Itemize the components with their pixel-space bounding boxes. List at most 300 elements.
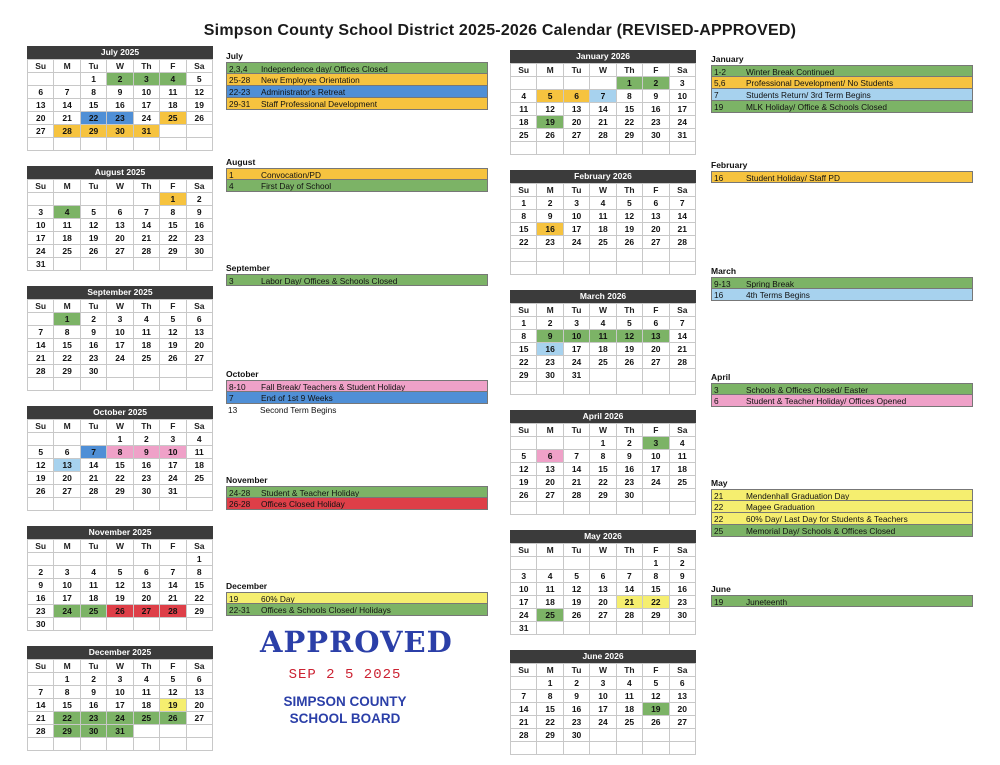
month-header: April 2026	[510, 410, 696, 423]
empty-day-cell	[28, 673, 54, 686]
day-cell: 20	[186, 699, 212, 712]
day-cell: 16	[563, 703, 589, 716]
empty-day-cell	[54, 553, 80, 566]
empty-day-cell	[107, 498, 133, 511]
month-events-title: August	[226, 157, 256, 167]
event-row	[711, 77, 973, 89]
day-cell: 11	[511, 103, 537, 116]
week-row	[511, 716, 696, 729]
week-row	[28, 112, 213, 125]
week-row	[511, 570, 696, 583]
weekday-label: Sa	[186, 180, 212, 193]
event-row	[226, 404, 488, 416]
day-cell: 28	[616, 609, 642, 622]
empty-day-cell	[28, 193, 54, 206]
weekday-label: F	[160, 300, 186, 313]
day-cell: 16	[616, 463, 642, 476]
event-row	[226, 74, 488, 86]
weekday-label: Tu	[563, 664, 589, 677]
event-date: 24-28	[229, 488, 251, 497]
day-cell: 11	[80, 579, 106, 592]
month-calendar	[27, 406, 213, 511]
day-cell: 3	[160, 433, 186, 446]
weekday-label: W	[590, 64, 616, 77]
weekday-label: Sa	[669, 64, 695, 77]
empty-day-cell	[590, 369, 616, 382]
day-cell: 8	[54, 686, 80, 699]
day-cell: 22	[54, 712, 80, 725]
day-cell: 9	[537, 330, 563, 343]
day-cell: 23	[643, 116, 669, 129]
weekday-label: Sa	[669, 544, 695, 557]
weekday-label: Sa	[186, 420, 212, 433]
day-cell: 2	[80, 313, 106, 326]
day-cell: 22	[186, 592, 212, 605]
weekday-label: Sa	[669, 664, 695, 677]
month-events-title: January	[711, 54, 744, 64]
day-cell: 25	[160, 112, 186, 125]
day-cell: 2	[537, 197, 563, 210]
month-header: February 2026	[510, 170, 696, 183]
month-grid	[510, 663, 696, 755]
day-cell: 5	[511, 450, 537, 463]
day-cell: 16	[28, 592, 54, 605]
month-grid	[510, 63, 696, 155]
day-cell: 23	[537, 356, 563, 369]
day-cell: 12	[186, 86, 212, 99]
day-cell: 9	[537, 210, 563, 223]
weekday-label: Th	[616, 304, 642, 317]
empty-day-cell	[133, 498, 159, 511]
right-calendar-column	[510, 50, 696, 755]
day-cell: 3	[590, 677, 616, 690]
week-row	[511, 476, 696, 489]
week-row	[511, 557, 696, 570]
event-row	[711, 89, 973, 101]
empty-day-cell	[511, 502, 537, 515]
empty-day-cell	[54, 138, 80, 151]
empty-day-cell	[590, 77, 616, 90]
day-cell: 12	[107, 579, 133, 592]
day-cell: 4	[133, 313, 159, 326]
day-cell: 9	[563, 690, 589, 703]
day-cell: 13	[643, 330, 669, 343]
event-row	[711, 65, 973, 77]
day-cell: 21	[28, 712, 54, 725]
left-events-column	[226, 50, 488, 686]
day-cell: 22	[511, 356, 537, 369]
day-cell: 21	[616, 596, 642, 609]
month-events-title: July	[226, 51, 244, 61]
day-cell: 1	[590, 437, 616, 450]
empty-day-cell	[590, 142, 616, 155]
event-text: Offices Closed Holiday	[261, 499, 345, 509]
day-cell: 22	[616, 116, 642, 129]
empty-day-cell	[511, 262, 537, 275]
week-row	[511, 690, 696, 703]
day-cell: 14	[80, 459, 106, 472]
empty-day-cell	[616, 502, 642, 515]
weekday-label: M	[537, 424, 563, 437]
week-row	[28, 232, 213, 245]
right-events-column	[711, 53, 973, 689]
day-cell: 18	[80, 592, 106, 605]
day-cell: 24	[54, 605, 80, 618]
day-cell: 11	[133, 326, 159, 339]
week-row	[511, 450, 696, 463]
day-cell: 16	[669, 583, 695, 596]
weekday-label: Th	[616, 184, 642, 197]
event-row	[711, 289, 973, 301]
day-cell: 27	[186, 712, 212, 725]
event-text: New Employee Orientation	[261, 75, 360, 85]
event-text: Offices & Schools Closed/ Holidays	[261, 605, 391, 615]
weekday-label: W	[590, 664, 616, 677]
empty-day-cell	[28, 378, 54, 391]
month-calendar	[510, 530, 696, 635]
day-cell: 3	[28, 206, 54, 219]
day-cell: 24	[563, 236, 589, 249]
month-events-title: December	[226, 581, 268, 591]
day-cell: 15	[160, 219, 186, 232]
day-cell: 25	[616, 716, 642, 729]
event-text: Spring Break	[746, 279, 794, 288]
day-cell: 9	[107, 86, 133, 99]
weekday-label: F	[643, 184, 669, 197]
event-row	[226, 98, 488, 110]
weekday-label: Sa	[669, 424, 695, 437]
day-cell: 21	[54, 112, 80, 125]
day-cell: 15	[537, 703, 563, 716]
day-cell: 6	[133, 566, 159, 579]
empty-day-cell	[643, 489, 669, 502]
empty-day-cell	[160, 725, 186, 738]
day-cell: 22	[511, 236, 537, 249]
month-events-title: March	[711, 266, 737, 276]
event-text: Students Return/ 3rd Term Begins	[746, 90, 871, 100]
week-row	[511, 609, 696, 622]
day-cell: 9	[616, 450, 642, 463]
week-row	[511, 583, 696, 596]
empty-day-cell	[563, 557, 589, 570]
weekday-label: Th	[616, 544, 642, 557]
event-row	[711, 595, 973, 607]
day-cell: 6	[28, 86, 54, 99]
day-cell: 3	[107, 673, 133, 686]
weekday-row	[28, 60, 213, 73]
week-row	[511, 596, 696, 609]
weekday-label: Su	[511, 64, 537, 77]
day-cell: 29	[643, 609, 669, 622]
day-cell: 3	[669, 77, 695, 90]
empty-day-cell	[669, 382, 695, 395]
day-cell: 10	[107, 686, 133, 699]
day-cell: 3	[133, 73, 159, 86]
day-cell: 13	[28, 99, 54, 112]
weekday-label: Tu	[80, 660, 106, 673]
day-cell: 14	[54, 99, 80, 112]
weekday-label: F	[160, 60, 186, 73]
empty-day-cell	[80, 433, 106, 446]
weekday-label: F	[643, 304, 669, 317]
weekday-label: M	[54, 300, 80, 313]
day-cell: 18	[537, 596, 563, 609]
empty-day-cell	[186, 138, 212, 151]
day-cell: 1	[80, 73, 106, 86]
weekday-label: Tu	[563, 64, 589, 77]
day-cell: 18	[160, 99, 186, 112]
day-cell: 29	[80, 125, 106, 138]
day-cell: 17	[133, 99, 159, 112]
day-cell: 14	[133, 219, 159, 232]
month-header: March 2026	[510, 290, 696, 303]
day-cell: 30	[616, 489, 642, 502]
empty-day-cell	[616, 262, 642, 275]
empty-day-cell	[511, 142, 537, 155]
weekday-row	[511, 304, 696, 317]
day-cell: 18	[590, 223, 616, 236]
empty-day-cell	[669, 622, 695, 635]
day-cell: 10	[669, 90, 695, 103]
empty-day-cell	[643, 622, 669, 635]
day-cell: 30	[80, 365, 106, 378]
event-date: 22	[714, 514, 724, 524]
event-row	[711, 395, 973, 407]
week-row	[511, 343, 696, 356]
event-text: Second Term Begins	[260, 405, 337, 415]
week-row	[28, 206, 213, 219]
empty-day-cell	[669, 249, 695, 262]
event-row	[711, 101, 973, 113]
week-row	[28, 99, 213, 112]
month-grid	[510, 543, 696, 635]
day-cell: 17	[511, 596, 537, 609]
day-cell: 10	[107, 326, 133, 339]
day-cell: 7	[133, 206, 159, 219]
day-cell: 23	[537, 236, 563, 249]
weekday-label: F	[160, 540, 186, 553]
empty-day-cell	[133, 258, 159, 271]
empty-day-cell	[54, 498, 80, 511]
empty-day-cell	[54, 378, 80, 391]
day-cell: 24	[28, 245, 54, 258]
empty-day-cell	[54, 73, 80, 86]
event-date: 16	[714, 173, 724, 182]
day-cell: 25	[590, 356, 616, 369]
event-text: Winter Break Continued	[746, 67, 835, 76]
event-row	[226, 604, 488, 616]
day-cell: 14	[563, 463, 589, 476]
weekday-label: Su	[511, 424, 537, 437]
week-row	[28, 138, 213, 151]
empty-day-cell	[511, 77, 537, 90]
day-cell: 17	[54, 592, 80, 605]
weekday-label: W	[107, 660, 133, 673]
day-cell: 25	[133, 712, 159, 725]
empty-day-cell	[28, 498, 54, 511]
day-cell: 15	[80, 99, 106, 112]
day-cell: 14	[590, 103, 616, 116]
empty-day-cell	[133, 725, 159, 738]
month-grid	[27, 299, 213, 391]
empty-day-cell	[80, 553, 106, 566]
event-date: 7	[714, 90, 719, 100]
day-cell: 15	[54, 339, 80, 352]
weekday-label: Su	[511, 664, 537, 677]
day-cell: 8	[54, 326, 80, 339]
weekday-row	[511, 544, 696, 557]
week-row	[28, 125, 213, 138]
day-cell: 28	[133, 245, 159, 258]
day-cell: 12	[616, 330, 642, 343]
weekday-label: M	[54, 60, 80, 73]
day-cell: 16	[107, 99, 133, 112]
day-cell: 15	[643, 583, 669, 596]
empty-day-cell	[186, 738, 212, 751]
week-row	[511, 236, 696, 249]
month-events-title: April	[711, 372, 731, 382]
day-cell: 22	[107, 472, 133, 485]
week-row	[28, 459, 213, 472]
day-cell: 5	[616, 197, 642, 210]
empty-day-cell	[28, 313, 54, 326]
event-date: 26-28	[229, 499, 251, 509]
weekday-label: Tu	[563, 304, 589, 317]
day-cell: 11	[590, 330, 616, 343]
week-row	[511, 382, 696, 395]
day-cell: 10	[563, 330, 589, 343]
month-events-title: October	[226, 369, 259, 379]
day-cell: 1	[54, 673, 80, 686]
weekday-row	[28, 420, 213, 433]
day-cell: 12	[160, 686, 186, 699]
month-calendar	[510, 50, 696, 155]
day-cell: 30	[186, 245, 212, 258]
month-events	[711, 53, 973, 159]
empty-day-cell	[537, 142, 563, 155]
day-cell: 30	[669, 609, 695, 622]
day-cell: 1	[643, 557, 669, 570]
day-cell: 26	[107, 605, 133, 618]
weekday-row	[28, 540, 213, 553]
day-cell: 31	[160, 485, 186, 498]
day-cell: 19	[160, 699, 186, 712]
day-cell: 24	[160, 472, 186, 485]
event-date: 3	[229, 276, 234, 285]
day-cell: 15	[511, 223, 537, 236]
month-calendar	[27, 646, 213, 751]
week-row	[511, 489, 696, 502]
day-cell: 24	[563, 356, 589, 369]
day-cell: 29	[590, 489, 616, 502]
day-cell: 26	[511, 489, 537, 502]
weekday-label: Th	[133, 540, 159, 553]
day-cell: 28	[28, 725, 54, 738]
empty-day-cell	[511, 249, 537, 262]
week-row	[511, 463, 696, 476]
day-cell: 17	[28, 232, 54, 245]
event-row	[711, 513, 973, 525]
empty-day-cell	[537, 742, 563, 755]
empty-day-cell	[563, 382, 589, 395]
day-cell: 13	[54, 459, 80, 472]
empty-day-cell	[80, 258, 106, 271]
day-cell: 5	[537, 90, 563, 103]
weekday-label: W	[107, 420, 133, 433]
month-grid	[27, 539, 213, 631]
empty-day-cell	[590, 249, 616, 262]
month-events-title: February	[711, 160, 748, 170]
event-row	[226, 592, 488, 604]
weekday-label: Sa	[669, 304, 695, 317]
empty-day-cell	[160, 618, 186, 631]
week-row	[28, 73, 213, 86]
empty-day-cell	[669, 742, 695, 755]
weekday-label: M	[54, 660, 80, 673]
day-cell: 13	[563, 103, 589, 116]
day-cell: 30	[28, 618, 54, 631]
empty-day-cell	[537, 77, 563, 90]
empty-day-cell	[160, 738, 186, 751]
month-events	[226, 262, 488, 368]
empty-day-cell	[80, 498, 106, 511]
empty-day-cell	[590, 262, 616, 275]
day-cell: 9	[80, 326, 106, 339]
event-row	[226, 498, 488, 510]
day-cell: 25	[669, 476, 695, 489]
day-cell: 6	[54, 446, 80, 459]
day-cell: 16	[80, 699, 106, 712]
empty-day-cell	[160, 258, 186, 271]
day-cell: 4	[186, 433, 212, 446]
empty-day-cell	[563, 502, 589, 515]
day-cell: 11	[669, 450, 695, 463]
week-row	[511, 129, 696, 142]
week-row	[28, 352, 213, 365]
day-cell: 4	[669, 437, 695, 450]
day-cell: 2	[186, 193, 212, 206]
day-cell: 7	[669, 197, 695, 210]
month-header: December 2025	[27, 646, 213, 659]
day-cell: 26	[80, 245, 106, 258]
day-cell: 16	[537, 223, 563, 236]
weekday-label: Su	[28, 540, 54, 553]
day-cell: 8	[511, 210, 537, 223]
empty-day-cell	[107, 138, 133, 151]
day-cell: 19	[616, 223, 642, 236]
day-cell: 15	[107, 459, 133, 472]
day-cell: 25	[511, 129, 537, 142]
day-cell: 27	[643, 356, 669, 369]
empty-day-cell	[669, 489, 695, 502]
day-cell: 15	[511, 343, 537, 356]
day-cell: 20	[28, 112, 54, 125]
month-header: September 2025	[27, 286, 213, 299]
month-header: January 2026	[510, 50, 696, 63]
event-text: 60% Day	[261, 594, 295, 603]
month-grid	[27, 659, 213, 751]
empty-day-cell	[160, 553, 186, 566]
week-row	[28, 378, 213, 391]
day-cell: 12	[643, 690, 669, 703]
month-calendar	[510, 170, 696, 275]
empty-day-cell	[133, 365, 159, 378]
day-cell: 1	[511, 197, 537, 210]
empty-day-cell	[563, 622, 589, 635]
day-cell: 27	[590, 609, 616, 622]
day-cell: 18	[186, 459, 212, 472]
week-row	[511, 249, 696, 262]
